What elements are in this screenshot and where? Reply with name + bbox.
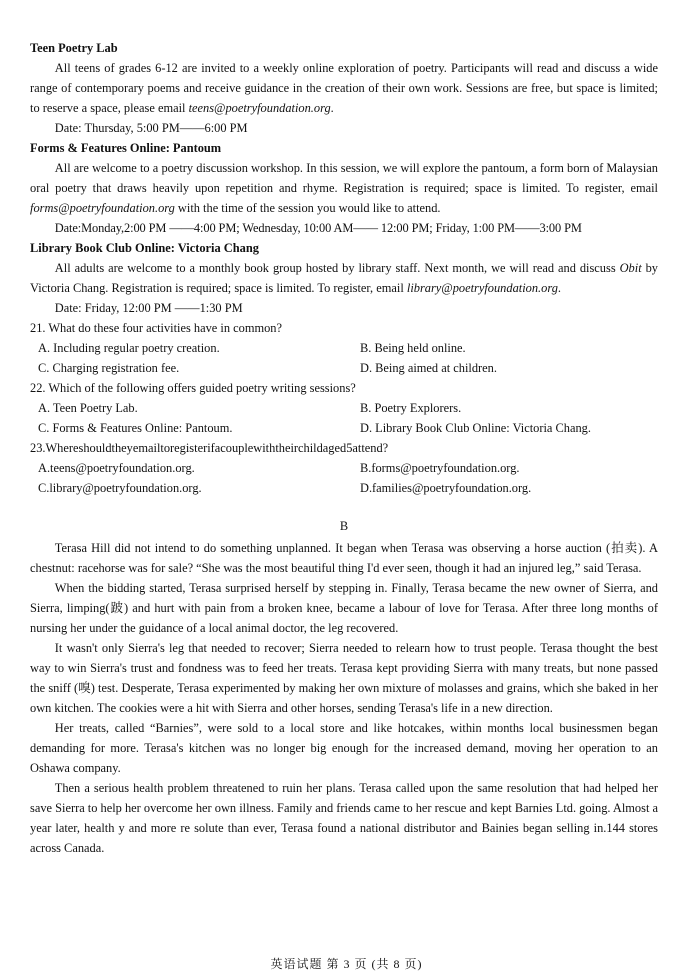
passage-paragraph: Then a serious health problem threatened to ruin her plans. Terasa called upon the same resolution that had helped her save Sierra to help her overcome her own illness. Family and friends came to her rescue and kept Barnies Ltd. going. Almost a year later, health y and more re solute than ever, Terasa found a national distributor and Bainies began selling in.144 stores across Canada.: [30, 781, 658, 855]
event-body-forms-end: with the time of the session you would like to attend.: [174, 201, 441, 215]
option-23-c[interactable]: C.library@poetryfoundation.org.: [38, 481, 202, 495]
option-21-a[interactable]: A. Including regular poetry creation.: [38, 341, 220, 355]
option-22-a[interactable]: A. Teen Poetry Lab.: [38, 401, 138, 415]
question-21-options: [30, 338, 658, 378]
option-21-c[interactable]: C. Charging registration fee.: [38, 361, 180, 375]
passage-paragraph: Her treats, called “Barnies”, were sold to a local store and like hotcakes, within months local businessmen began demanding for more. Terasa's kitchen was no longer big enough for the increased demand, moving her operation to an Oshawa company.: [30, 721, 658, 775]
passage-paragraph: Terasa Hill did not intend to do something unplanned. It began when Terasa was observing a horse auction (拍卖). A chestnut: racehorse was for sale? “She was the most beautiful thing I'd ever seen, though it had an injured leg,” said Terasa.: [30, 541, 658, 575]
option-22-c[interactable]: C. Forms & Features Online: Pantoum.: [38, 421, 233, 435]
event-body-teen: [30, 58, 658, 118]
question-22-options: [30, 398, 658, 438]
option-21-b[interactable]: B. Being held online.: [360, 341, 466, 355]
event-body-book: [30, 258, 658, 298]
event-body-forms-text: All are welcome to a poetry discussion workshop. In this session, we will explore the pantoum, a form born of Malaysian oral poetry that draws heavily upon repetition and rhyme. Registration is required; space is limited. To register, email: [30, 161, 658, 195]
question-22-stem: 22. Which of the following offers guided poetry writing sessions?: [30, 381, 356, 395]
option-23-b[interactable]: B.forms@poetryfoundation.org.: [360, 461, 520, 475]
option-21-d[interactable]: D. Being aimed at children.: [360, 361, 497, 375]
email-teens[interactable]: teens@poetryfoundation.org: [188, 101, 331, 115]
question-23-stem: 23.Whereshouldtheyemailtoregisterifacouplewiththeirchildaged5attend?: [30, 441, 389, 455]
book-title: Obit: [619, 261, 642, 275]
section-b-label: B: [339, 519, 349, 533]
email-forms[interactable]: forms@poetryfoundation.org: [30, 201, 175, 215]
event-body-forms: [30, 158, 658, 218]
option-22-b[interactable]: B. Poetry Explorers.: [360, 401, 462, 415]
event-title-forms: Forms & Features Online: Pantoum: [30, 141, 222, 155]
email-library[interactable]: library@poetryfoundation.org: [406, 281, 558, 295]
option-23-d[interactable]: D.families@poetryfoundation.org.: [360, 481, 532, 495]
event-title-teen: Teen Poetry Lab: [30, 41, 118, 55]
event-title-book: Library Book Club Online: Victoria Chang: [30, 241, 259, 255]
question-21-stem: 21. What do these four activities have in common?: [30, 321, 282, 335]
passage-paragraph: It wasn't only Sierra's leg that needed to recover; Sierra needed to relearn how to trust people. Terasa thought the best way to win Sierra's trust and fondness was to feed her treats. Terasa kept providing Sierra with many treats, but none passed the sniff (嗅) test. Desperate, Terasa experimented by making her own mixture of molasses and grains, which she baked in her own kitchen. The cookies were a hit with Sierra and other horses, sending Terasa's life in a new direction.: [30, 641, 658, 715]
option-22-d[interactable]: D. Library Book Club Online: Victoria Chang.: [360, 421, 591, 435]
question-23-options: [30, 458, 658, 498]
option-23-a[interactable]: A.teens@poetryfoundation.org.: [38, 461, 195, 475]
event-body-book-end: .: [557, 281, 562, 295]
passage-paragraph: When the bidding started, Terasa surprised herself by stepping in. Finally, Terasa became the new owner of Sierra, and Sierra, limping(跛) and hurt with pain from a broken knee, became a labour of love for Terasa. After three long months of nursing her under the guidance of a local animal doctor, the leg recovered.: [30, 581, 658, 635]
event-body-book-mid: by Victoria Chang. Registration is required; space is limited. To register, email: [30, 261, 658, 295]
event-date-book: Date: Friday, 12:00 PM ——1:30 PM: [54, 301, 243, 315]
event-date-teen: Date: Thursday, 5:00 PM——6:00 PM: [54, 121, 248, 135]
event-body-book-text: All adults are welcome to a monthly book group hosted by library staff. Next month, we will read and discuss: [54, 261, 620, 275]
event-body-teen-text: All teens of grades 6-12 are invited to a weekly online exploration of poetry. Participants will read and discuss a wide range of contemporary poems and receive guidance in the creation of their own work. Sessions are free, but space is limited; to reserve a space, please email: [30, 61, 658, 115]
event-body-teen-end: .: [330, 101, 334, 115]
page-footer: 英语试题 第 3 页 (共 8 页): [270, 957, 423, 971]
event-date-forms: Date:Monday,2:00 PM ——4:00 PM; Wednesday, 10:00 AM—— 12:00 PM; Friday, 1:00 PM——3:00 PM: [54, 221, 582, 235]
exam-page: [30, 38, 658, 858]
